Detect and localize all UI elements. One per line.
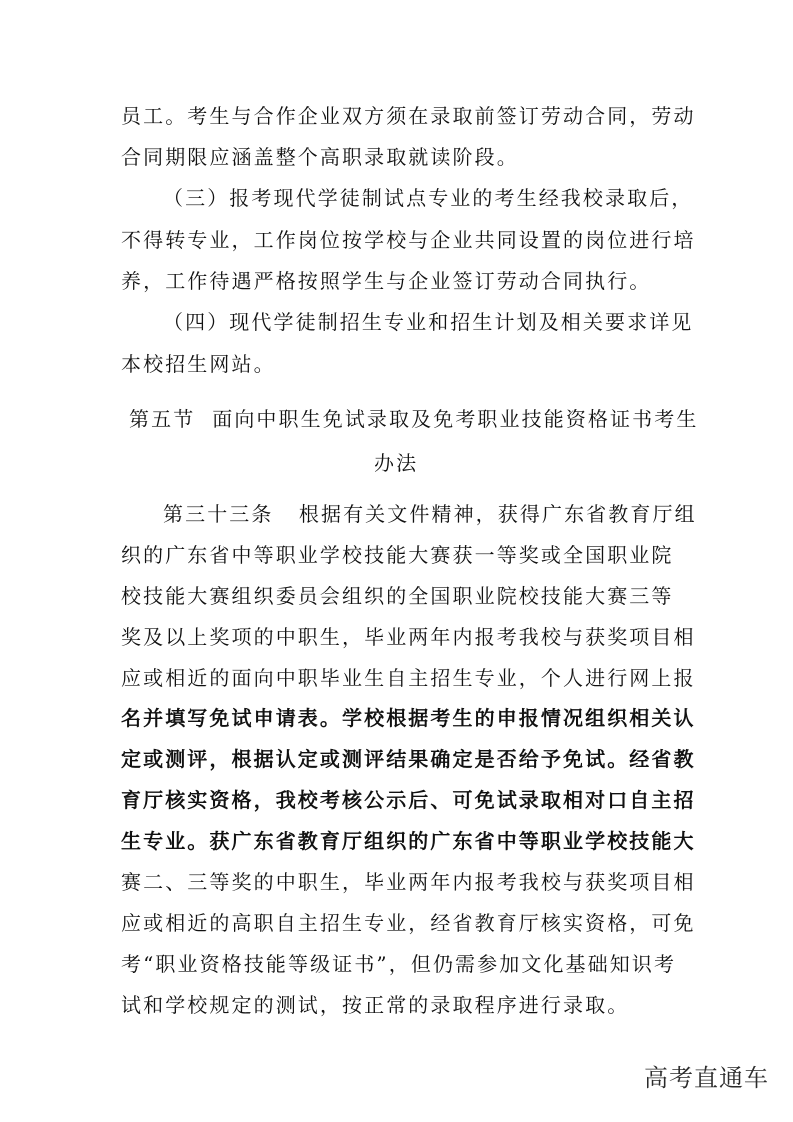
article-line-5: 应或相近的面向中职毕业生自主招生专业，个人进行网上报	[121, 666, 696, 690]
paragraph-line-7: 本校招生网站。	[121, 352, 276, 376]
section-heading-line-1: 第五节 面向中职生免试录取及免考职业技能资格证书考生	[129, 407, 699, 431]
paragraph-line-2: 合同期限应涵盖整个高职录取就读阶段。	[121, 145, 519, 169]
section-heading-line-2: 办法	[374, 451, 419, 475]
paragraph-line-4: 不得转专业，工作岗位按学校与企业共同设置的岗位进行培	[121, 228, 696, 252]
article-line-10: 赛二、三等奖的中职生，毕业两年内报考我校与获奖项目相	[121, 870, 696, 894]
watermark-text: 高考直通车	[644, 1064, 769, 1092]
article-line-11: 应或相近的高职自主招生专业，经省教育厅核实资格，可免	[121, 911, 696, 935]
paragraph-line-6: （四）现代学徒制招生专业和招生计划及相关要求详见	[163, 310, 694, 334]
article-line-2: 织的广东省中等职业学校技能大赛获一等奖或全国职业院	[121, 543, 674, 567]
paragraph-line-5: 养，工作待遇严格按照学生与企业签订劳动合同执行。	[121, 269, 652, 293]
article-line-7: 定或测评，根据认定或测评结果确定是否给予免试。经省教	[121, 747, 696, 771]
paragraph-line-3: （三）报考现代学徒制试点专业的考生经我校录取后，	[163, 186, 694, 210]
paragraph-line-1: 员工。考生与合作企业双方须在录取前签订劳动合同，劳动	[121, 104, 696, 128]
article-line-4: 奖及以上奖项的中职生，毕业两年内报考我校与获奖项目相	[121, 625, 696, 649]
article-line-13: 试和学校规定的测试，按正常的录取程序进行录取。	[121, 993, 630, 1017]
article-line-1: 第三十三条 根据有关文件精神，获得广东省教育厅组	[163, 502, 697, 526]
article-line-8: 育厅核实资格，我校考核公示后、可免试录取相对口自主招	[121, 788, 696, 812]
article-line-9: 生专业。获广东省教育厅组织的广东省中等职业学校技能大	[121, 829, 696, 853]
article-line-6: 名并填写免试申请表。学校根据考生的申报情况组织相关认	[121, 706, 696, 730]
article-line-12: 考“职业资格技能等级证书”，但仍需参加文化基础知识考	[121, 952, 677, 976]
article-line-3: 校技能大赛组织委员会组织的全国职业院校技能大赛三等	[121, 584, 674, 608]
